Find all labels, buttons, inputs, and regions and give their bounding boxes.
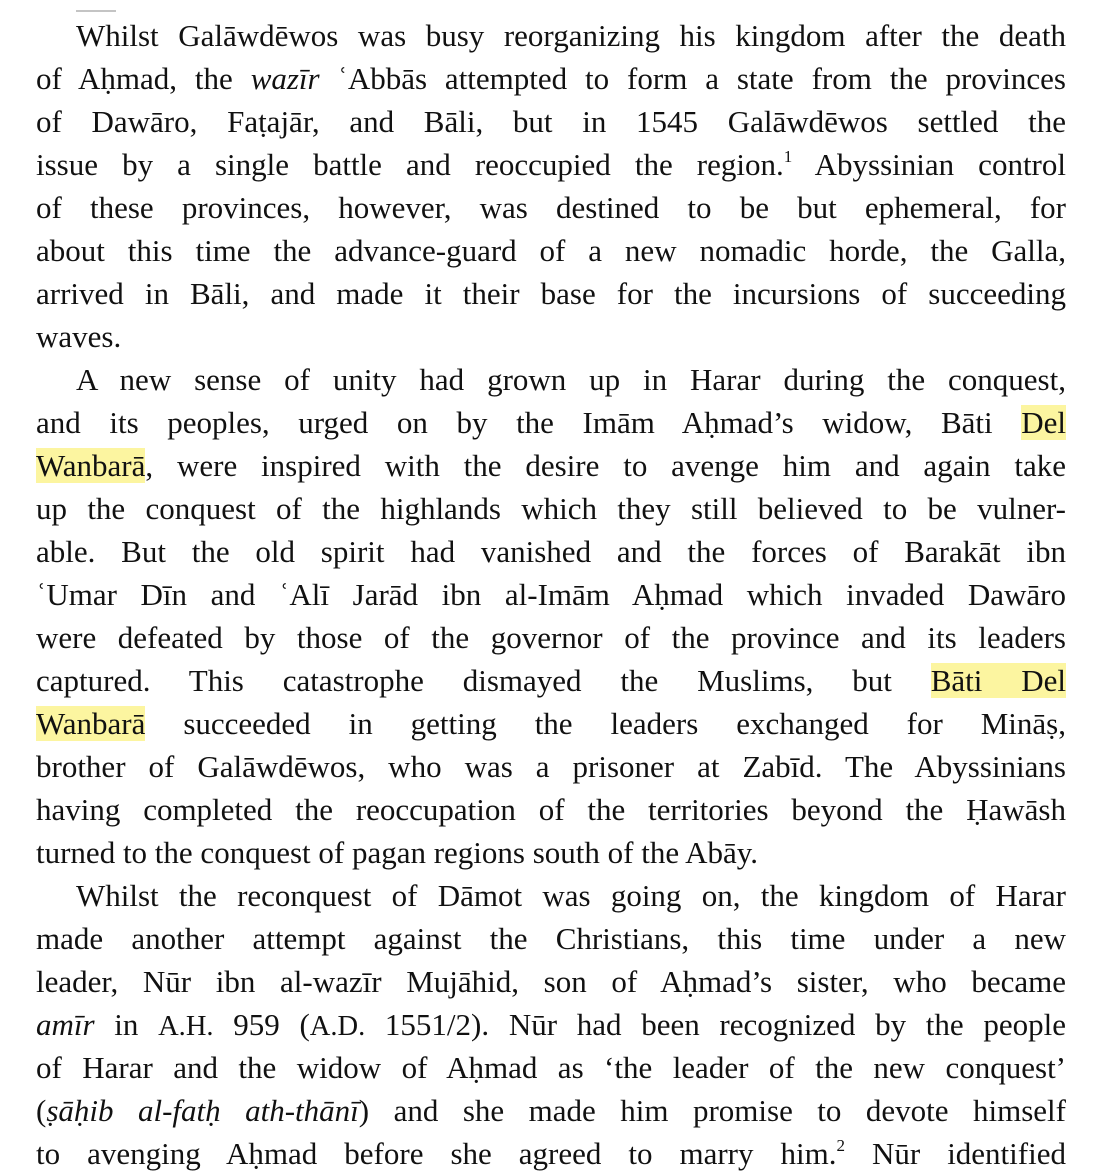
text-line <box>36 444 1066 487</box>
text-line <box>36 573 1066 616</box>
text-line <box>36 1132 1066 1175</box>
text-segment: in <box>94 1007 159 1042</box>
era-abbreviation: A.H. <box>158 1011 214 1042</box>
text-line <box>36 401 1066 444</box>
text-line <box>36 788 1066 831</box>
text-line <box>36 315 1066 358</box>
era-abbreviation: A.D. <box>309 1011 366 1042</box>
text-line <box>36 745 1066 788</box>
text-line <box>36 917 1066 960</box>
text-segment: of Dawāro, Faṭajār, and Bāli, but in 1545 Galāwdēwos settled the <box>36 104 1066 139</box>
text-line <box>36 358 1066 401</box>
text-segment: Whilst Galāwdēwos was busy reorganizing his kingdom after the death <box>76 18 1066 53</box>
italic-term: wazīr <box>250 61 320 96</box>
footnote-marker: 1 <box>783 147 793 167</box>
text-segment: about this time the advance-guard of a new nomadic horde, the Galla, <box>36 233 1066 268</box>
text-segment: captured. This catastrophe dismayed the Muslims, but <box>36 663 931 698</box>
text-segment: made another attempt against the Christians, this time under a new <box>36 921 1066 956</box>
text-segment: Whilst the reconquest of Dāmot was going on, the kingdom of Harar <box>76 878 1066 913</box>
page-text-body <box>36 14 1066 1175</box>
text-segment: of Harar and the widow of Aḥmad as ‘the leader of the new conquest’ <box>36 1050 1066 1085</box>
text-segment: A new sense of unity had grown up in Harar during the conquest, <box>76 362 1066 397</box>
text-segment: 1551/2). Nūr had been recognized by the people <box>365 1007 1066 1042</box>
text-segment: were defeated by those of the governor of the province and its leaders <box>36 620 1066 655</box>
text-line <box>36 831 1066 874</box>
text-segment: ( <box>36 1093 47 1128</box>
highlighted-text: Bāti Del <box>930 663 1066 698</box>
text-line <box>36 143 1066 186</box>
text-line <box>36 616 1066 659</box>
footnote-marker: 2 <box>836 1136 845 1156</box>
text-line <box>36 229 1066 272</box>
text-segment: of Aḥmad, the <box>36 61 251 96</box>
cropped-line-fragment <box>76 10 116 20</box>
text-segment: brother of Galāwdēwos, who was a prisoner at Zabīd. The Abyssinians <box>36 749 1066 784</box>
text-segment: having completed the reoccupation of the territories beyond the Ḥawāsh <box>36 792 1066 827</box>
text-line <box>36 530 1066 573</box>
highlighted-text: Del <box>1021 405 1066 440</box>
text-segment: able. But the old spirit had vanished and the forces of Barakāt ibn <box>36 534 1066 569</box>
text-segment: to avenging Aḥmad before she agreed to marry him. <box>36 1136 837 1171</box>
text-segment: ʿAbbās attempted to form a state from the provinces <box>319 61 1066 96</box>
text-line <box>36 702 1066 745</box>
text-segment: 959 ( <box>213 1007 310 1042</box>
text-segment: Abyssinian control <box>792 147 1066 182</box>
text-line <box>36 1003 1066 1046</box>
text-line <box>36 14 1066 57</box>
text-line <box>36 1046 1066 1089</box>
text-line <box>36 186 1066 229</box>
text-line <box>36 100 1066 143</box>
text-line <box>36 57 1066 100</box>
text-segment: waves. <box>36 319 122 354</box>
italic-term: ṣāḥib al-fatḥ ath-thānī <box>46 1093 359 1128</box>
text-segment: issue by a single battle and reoccupied the region. <box>36 147 784 182</box>
text-segment: leader, Nūr ibn al-wazīr Mujāhid, son of Aḥmad’s sister, who became <box>36 964 1066 999</box>
highlighted-text: Wanbarā <box>36 706 146 741</box>
text-line <box>36 960 1066 1003</box>
text-segment: of these provinces, however, was destined to be but ephemeral, for <box>36 190 1066 225</box>
text-segment: succeeded in getting the leaders exchanged for Mināṣ, <box>145 706 1066 741</box>
book-page <box>36 14 1066 1175</box>
highlighted-text: Wanbarā <box>36 448 146 483</box>
text-line <box>36 659 1066 702</box>
text-segment: ) and she made him promise to devote himself <box>358 1093 1066 1128</box>
text-segment: turned to the conquest of pagan regions south of the Abāy. <box>36 835 759 870</box>
text-segment: arrived in Bāli, and made it their base for the incursions of succeeding <box>36 276 1066 311</box>
text-segment: Nūr identified <box>844 1136 1066 1171</box>
text-line <box>36 874 1066 917</box>
text-line <box>36 487 1066 530</box>
text-segment: , were inspired with the desire to avenge him and again take <box>145 448 1066 483</box>
text-segment: ʿUmar Dīn and ʿAlī Jarād ibn al-Imām Aḥmad which invaded Dawāro <box>36 577 1066 612</box>
text-line <box>36 272 1066 315</box>
text-segment: up the conquest of the highlands which they still believed to be vulner- <box>36 491 1066 526</box>
italic-term: amīr <box>36 1007 95 1042</box>
text-line <box>36 1089 1066 1132</box>
text-segment: and its peoples, urged on by the Imām Aḥmad’s widow, Bāti <box>36 405 1022 440</box>
